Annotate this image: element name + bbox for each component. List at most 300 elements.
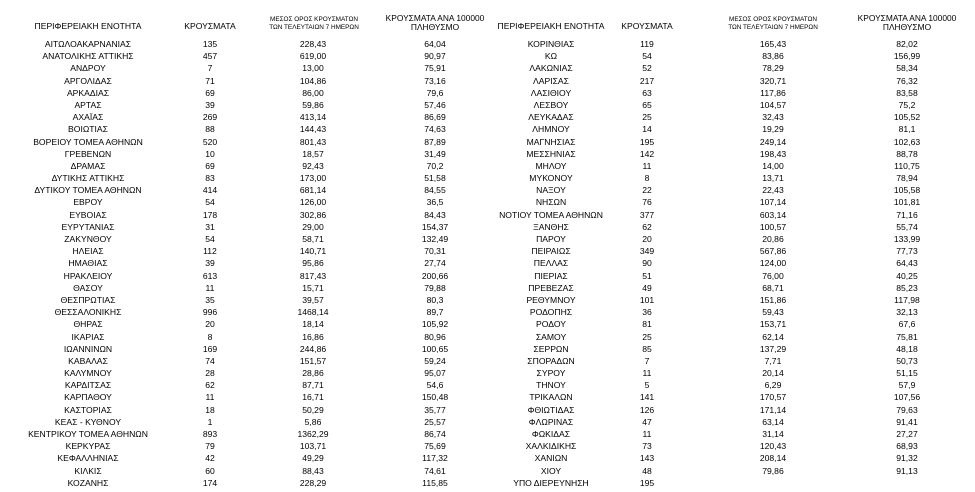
region-cell: ΘΗΡΑΣ bbox=[73, 319, 103, 330]
cases-cell: 69 bbox=[205, 160, 215, 171]
region-cell: ΕΥΒΟΙΑΣ bbox=[69, 209, 107, 220]
region-cell: ΖΑΚΥΝΘΟΥ bbox=[64, 234, 112, 244]
avg7-cell: 78,29 bbox=[762, 63, 784, 74]
per100k-cell: 74,63 bbox=[424, 124, 446, 135]
cases-cell: 135 bbox=[202, 39, 218, 49]
per100k-cell: 80,96 bbox=[424, 331, 446, 342]
avg7-cell: 249,14 bbox=[759, 136, 787, 147]
avg7-cell: 107,14 bbox=[759, 197, 787, 208]
per100k-cell: 154,37 bbox=[421, 221, 449, 232]
avg7-cell: 7,71 bbox=[764, 355, 782, 366]
cases-cell: 62 bbox=[642, 221, 652, 232]
header-per100k bbox=[846, 14, 968, 38]
avg7-cell: 320,71 bbox=[759, 75, 787, 86]
cases-cell: 51 bbox=[642, 270, 652, 281]
cases-cell: 81 bbox=[642, 319, 652, 330]
per100k-cell: 75,2 bbox=[898, 99, 916, 110]
per100k-cell: 117,32 bbox=[422, 453, 448, 464]
region-cell: ΛΗΜΝΟΥ bbox=[532, 124, 570, 135]
cases-cell: 893 bbox=[202, 429, 218, 439]
avg7-cell: 59,43 bbox=[762, 307, 784, 318]
per100k-cell: 107,56 bbox=[893, 392, 921, 403]
region-cell: ΒΟΡΕΙΟΥ ΤΟΜΕΑ ΑΘΗΝΩΝ bbox=[33, 136, 143, 147]
table-row bbox=[488, 282, 975, 294]
region-cell: ΑΡΚΑΔΙΑΣ bbox=[66, 87, 110, 98]
region-cell: ΜΕΣΣΗΝΙΑΣ bbox=[526, 148, 576, 159]
table-row bbox=[0, 172, 490, 184]
avg7-cell: 198,43 bbox=[759, 148, 787, 159]
region-cell: ΘΕΣΠΡΩΤΙΑΣ bbox=[60, 294, 116, 305]
table-row bbox=[0, 391, 490, 403]
per100k-cell: 85,23 bbox=[896, 282, 918, 293]
per100k-cell: 100,65 bbox=[421, 343, 449, 354]
cases-cell: 11 bbox=[642, 368, 652, 379]
per100k-cell: 89,7 bbox=[426, 307, 444, 318]
cases-cell: 174 bbox=[202, 477, 218, 488]
cases-cell: 126 bbox=[639, 404, 655, 415]
avg7-cell: 100,57 bbox=[759, 221, 787, 232]
per100k-cell: 132,49 bbox=[421, 234, 449, 244]
per100k-cell: 84,43 bbox=[424, 209, 446, 220]
cases-cell: 49 bbox=[642, 282, 652, 293]
cases-cell: 52 bbox=[642, 63, 652, 74]
table-row bbox=[488, 209, 975, 221]
avg7-cell: 103,71 bbox=[299, 441, 327, 452]
cases-cell: 88 bbox=[205, 124, 215, 135]
cases-cell: 28 bbox=[205, 368, 215, 379]
avg7-cell: 567,86 bbox=[759, 246, 787, 257]
region-cell: ΗΛΕΙΑΣ bbox=[72, 246, 104, 257]
table-row bbox=[0, 75, 490, 87]
table-row bbox=[488, 465, 975, 477]
region-cell: ΝΑΞΟΥ bbox=[536, 185, 566, 196]
per100k-cell: 35,77 bbox=[424, 404, 446, 415]
cases-cell: 73 bbox=[642, 441, 652, 452]
avg7-cell: 19,29 bbox=[762, 124, 784, 135]
avg7-cell: 1468,14 bbox=[297, 307, 329, 318]
avg7-cell: 18,57 bbox=[302, 148, 324, 159]
avg7-cell: 50,29 bbox=[302, 404, 324, 415]
region-cell: ΦΛΩΡΙΝΑΣ bbox=[528, 416, 574, 427]
header-avg7-line1: ΜΕΣΟΣ ΟΡΟΣ ΚΡΟΥΣΜΑΤΩΝ bbox=[270, 16, 358, 23]
per100k-cell: 27,74 bbox=[424, 258, 446, 269]
table-row bbox=[0, 87, 490, 99]
table-row bbox=[488, 233, 975, 245]
table-row bbox=[488, 136, 975, 148]
header-per100k bbox=[380, 14, 490, 38]
per100k-cell: 67,6 bbox=[898, 319, 916, 330]
region-cell: ΤΡΙΚΑΛΩΝ bbox=[529, 392, 573, 403]
cases-cell: 996 bbox=[202, 307, 218, 318]
table-row bbox=[488, 50, 975, 62]
per100k-cell: 101,81 bbox=[893, 197, 921, 208]
avg7-cell: 171,14 bbox=[759, 404, 787, 415]
table-row bbox=[488, 440, 975, 452]
cases-cell: 169 bbox=[202, 343, 218, 354]
table-header bbox=[0, 12, 490, 36]
avg7-cell: 6,29 bbox=[764, 380, 782, 391]
region-cell: ΛΑΡΙΣΑΣ bbox=[533, 75, 569, 86]
table-row bbox=[488, 428, 975, 440]
region-cell: ΛΕΣΒΟΥ bbox=[533, 99, 569, 110]
table-row bbox=[488, 75, 975, 87]
table-row bbox=[488, 355, 975, 367]
cases-cell: 83 bbox=[205, 173, 215, 184]
per100k-cell: 25,57 bbox=[424, 416, 446, 427]
cases-cell: 8 bbox=[644, 173, 650, 184]
table-row bbox=[0, 270, 490, 282]
header-cases: ΚΡΟΥΣΜΑΤΑ bbox=[621, 21, 673, 31]
avg7-cell: 151,86 bbox=[759, 294, 787, 305]
avg7-cell: 173,00 bbox=[299, 173, 327, 184]
avg7-cell: 62,14 bbox=[762, 331, 784, 342]
region-cell: ΑΧΑΪΑΣ bbox=[72, 112, 104, 123]
region-cell: ΑΝΑΤΟΛΙΚΗΣ ΑΤΤΙΚΗΣ bbox=[42, 51, 134, 62]
table-row bbox=[488, 452, 975, 464]
region-cell: ΒΟΙΩΤΙΑΣ bbox=[68, 124, 108, 135]
table-row bbox=[0, 282, 490, 294]
region-cell: ΚΑΒΑΛΑΣ bbox=[68, 355, 108, 366]
cases-cell: 141 bbox=[639, 392, 655, 403]
header-per100k-line2: ΠΛΗΘΥΣΜΟ bbox=[410, 22, 460, 32]
region-cell: ΚΟΖΑΝΗΣ bbox=[67, 477, 109, 488]
per100k-cell: 86,74 bbox=[424, 429, 446, 439]
cases-cell: 42 bbox=[205, 453, 215, 464]
cases-cell: 11 bbox=[642, 429, 652, 439]
avg7-cell: 88,43 bbox=[302, 465, 324, 476]
per100k-cell: 86,69 bbox=[424, 112, 446, 123]
region-cell: ΧΑΝΙΩΝ bbox=[534, 453, 568, 464]
table-row bbox=[0, 440, 490, 452]
table-row bbox=[0, 111, 490, 123]
header-avg7-line2: ΤΩΝ ΤΕΛΕΥΤΑΙΩΝ 7 ΗΜΕΡΩΝ bbox=[728, 24, 818, 31]
cases-cell: 349 bbox=[639, 246, 655, 257]
cases-cell: 54 bbox=[205, 234, 215, 244]
region-cell: ΠΕΛΛΑΣ bbox=[533, 258, 569, 269]
table-row bbox=[488, 62, 975, 74]
cases-cell: 14 bbox=[642, 124, 652, 135]
per100k-cell: 91,13 bbox=[896, 465, 918, 476]
cases-cell: 142 bbox=[639, 148, 655, 159]
table-row bbox=[488, 257, 975, 269]
table-row bbox=[0, 123, 490, 135]
table-row bbox=[0, 136, 490, 148]
table-body bbox=[0, 38, 490, 489]
region-cell: ΚΙΛΚΙΣ bbox=[74, 465, 102, 476]
avg7-cell: 208,14 bbox=[759, 453, 787, 464]
table-row bbox=[0, 416, 490, 428]
table-row bbox=[0, 160, 490, 172]
header-per100k-line2: ΠΛΗΘΥΣΜΟ bbox=[882, 22, 932, 32]
region-cell: ΝΗΣΩΝ bbox=[535, 197, 567, 208]
region-cell: ΓΡΕΒΕΝΩΝ bbox=[64, 148, 112, 159]
header-region: ΠΕΡΙΦΕΡΕΙΑΚΗ ΕΝΟΤΗΤΑ bbox=[34, 21, 142, 31]
region-cell: ΚΑΛΥΜΝΟΥ bbox=[64, 368, 112, 379]
table-row bbox=[488, 38, 975, 50]
per100k-cell: 51,15 bbox=[896, 368, 918, 379]
cases-cell: 54 bbox=[205, 197, 215, 208]
cases-cell: 25 bbox=[642, 112, 652, 123]
cases-cell: 69 bbox=[205, 87, 215, 98]
per100k-cell: 115,85 bbox=[422, 477, 448, 488]
table-row bbox=[0, 477, 490, 489]
per100k-cell: 105,92 bbox=[421, 319, 449, 330]
region-cell: ΚΩ bbox=[544, 51, 558, 62]
per100k-cell: 55,74 bbox=[896, 221, 918, 232]
avg7-cell: 28,86 bbox=[302, 368, 324, 379]
avg7-cell: 228,43 bbox=[299, 39, 327, 49]
avg7-cell: 124,00 bbox=[759, 258, 787, 269]
per100k-cell: 105,52 bbox=[893, 112, 921, 123]
per100k-cell: 68,93 bbox=[896, 441, 918, 452]
cases-cell: 11 bbox=[642, 160, 652, 171]
region-cell: ΚΕΦΑΛΛΗΝΙΑΣ bbox=[57, 453, 119, 464]
table-row bbox=[0, 38, 490, 50]
header-per100k-line1: ΚΡΟΥΣΜΑΤΑ ΑΝΑ 100000 bbox=[385, 13, 485, 23]
per100k-cell: 117,98 bbox=[894, 294, 920, 305]
avg7-cell: 59,86 bbox=[302, 99, 324, 110]
cases-cell: 47 bbox=[642, 416, 652, 427]
avg7-cell: 1362,29 bbox=[297, 429, 329, 439]
avg7-cell: 79,86 bbox=[762, 465, 784, 476]
per100k-cell: 31,49 bbox=[424, 148, 446, 159]
table-row bbox=[488, 306, 975, 318]
region-cell: ΕΥΡΥΤΑΝΙΑΣ bbox=[61, 221, 115, 232]
table-row bbox=[488, 379, 975, 391]
region-cell: ΚΕΝΤΡΙΚΟΥ ΤΟΜΕΑ ΑΘΗΝΩΝ bbox=[28, 429, 148, 439]
cases-cell: 54 bbox=[642, 51, 652, 62]
avg7-cell: 18,14 bbox=[302, 319, 324, 330]
per100k-cell: 57,46 bbox=[424, 99, 446, 110]
table-row bbox=[0, 355, 490, 367]
cases-cell: 74 bbox=[205, 355, 215, 366]
per100k-cell: 36,5 bbox=[426, 197, 444, 208]
header-avg7-line1: ΜΕΣΟΣ ΟΡΟΣ ΚΡΟΥΣΜΑΤΩΝ bbox=[729, 16, 817, 23]
cases-cell: 65 bbox=[642, 99, 652, 110]
region-cell: ΗΜΑΘΙΑΣ bbox=[68, 258, 108, 269]
cases-cell: 178 bbox=[202, 209, 218, 220]
region-cell: ΦΩΚΙΔΑΣ bbox=[531, 429, 571, 439]
avg7-cell: 86,00 bbox=[302, 87, 324, 98]
cases-cell: 377 bbox=[639, 209, 655, 220]
table-row bbox=[0, 343, 490, 355]
per100k-cell: 54,6 bbox=[426, 380, 444, 391]
cases-cell: 195 bbox=[639, 136, 655, 147]
cases-cell: 7 bbox=[644, 355, 650, 366]
avg7-cell: 104,86 bbox=[299, 75, 327, 86]
avg7-cell: 76,00 bbox=[762, 270, 784, 281]
avg7-cell: 151,57 bbox=[299, 355, 327, 366]
region-cell: ΔΡΑΜΑΣ bbox=[70, 160, 106, 171]
per100k-cell: 110,75 bbox=[894, 160, 920, 171]
cases-cell: 217 bbox=[639, 75, 655, 86]
cases-cell: 457 bbox=[202, 51, 218, 62]
table-row bbox=[0, 257, 490, 269]
per100k-cell: 91,32 bbox=[896, 453, 918, 464]
cases-cell: 20 bbox=[642, 234, 652, 244]
table-row bbox=[0, 148, 490, 160]
region-cell: ΦΘΙΩΤΙΔΑΣ bbox=[527, 404, 575, 415]
per100k-cell: 58,34 bbox=[896, 63, 918, 74]
avg7-cell: 16,86 bbox=[302, 331, 324, 342]
per100k-cell: 95,07 bbox=[424, 368, 446, 379]
cases-cell: 22 bbox=[642, 185, 652, 196]
avg7-cell: 32,43 bbox=[762, 112, 784, 123]
avg7-cell: 140,71 bbox=[299, 246, 327, 257]
table-row bbox=[488, 123, 975, 135]
cases-cell: 8 bbox=[207, 331, 213, 342]
avg7-cell: 15,71 bbox=[302, 282, 324, 293]
per100k-cell: 32,13 bbox=[896, 307, 918, 318]
region-cell: ΑΡΓΟΛΙΔΑΣ bbox=[64, 75, 112, 86]
avg7-cell: 68,71 bbox=[762, 282, 784, 293]
avg7-cell: 801,43 bbox=[299, 136, 327, 147]
table-row bbox=[488, 87, 975, 99]
table-row bbox=[488, 477, 975, 489]
cases-cell: 7 bbox=[207, 63, 213, 74]
table-row bbox=[488, 160, 975, 172]
cases-cell: 414 bbox=[202, 185, 218, 196]
avg7-cell: 120,43 bbox=[759, 441, 787, 452]
region-cell: ΧΙΟΥ bbox=[540, 465, 562, 476]
per100k-cell: 57,9 bbox=[898, 380, 916, 391]
per100k-cell: 70,31 bbox=[424, 246, 446, 257]
table-row bbox=[488, 343, 975, 355]
cases-cell: 76 bbox=[642, 197, 652, 208]
cases-cell: 112 bbox=[203, 246, 217, 257]
cases-cell: 195 bbox=[639, 477, 655, 488]
table-row bbox=[0, 404, 490, 416]
avg7-cell: 153,71 bbox=[759, 319, 787, 330]
header-region: ΠΕΡΙΦΕΡΕΙΑΚΗ ΕΝΟΤΗΤΑ bbox=[497, 21, 605, 31]
table-row bbox=[0, 428, 490, 440]
avg7-cell: 170,57 bbox=[759, 392, 787, 403]
table-row bbox=[0, 245, 490, 257]
region-cell: ΕΒΡΟΥ bbox=[73, 197, 103, 208]
table-row bbox=[0, 99, 490, 111]
region-cell: ΠΕΙΡΑΙΩΣ bbox=[531, 246, 571, 257]
table-row bbox=[0, 379, 490, 391]
per100k-cell: 81,1 bbox=[898, 124, 916, 135]
cases-cell: 520 bbox=[202, 136, 218, 147]
region-cell: ΚΕΑΣ - ΚΥΘΝΟΥ bbox=[54, 416, 122, 427]
cases-cell: 62 bbox=[205, 380, 215, 391]
cases-table-right bbox=[488, 12, 975, 492]
per100k-cell: 79,88 bbox=[424, 282, 446, 293]
per100k-cell: 75,91 bbox=[424, 63, 446, 74]
per100k-cell: 79,6 bbox=[426, 87, 444, 98]
table-row bbox=[488, 367, 975, 379]
table-row bbox=[0, 306, 490, 318]
region-cell: ΚΑΡΠΑΘΟΥ bbox=[64, 392, 112, 403]
region-cell: ΣΠΟΡΑΔΩΝ bbox=[527, 355, 575, 366]
region-cell: ΜΥΚΟΝΟΥ bbox=[529, 173, 573, 184]
region-cell: ΑΝΔΡΟΥ bbox=[70, 63, 106, 74]
per100k-cell: 156,99 bbox=[893, 51, 921, 62]
table-row bbox=[488, 184, 975, 196]
cases-cell: 1 bbox=[207, 416, 213, 427]
cases-cell: 36 bbox=[642, 307, 652, 318]
avg7-cell: 126,00 bbox=[299, 197, 327, 208]
avg7-cell: 413,14 bbox=[299, 112, 327, 123]
region-cell: ΑΙΤΩΛΟΑΚΑΡΝΑΝΙΑΣ bbox=[44, 39, 132, 49]
avg7-cell: 49,29 bbox=[302, 453, 324, 464]
avg7-cell: 137,29 bbox=[759, 343, 787, 354]
table-row bbox=[0, 331, 490, 343]
table-row bbox=[0, 233, 490, 245]
per100k-cell: 87,89 bbox=[424, 136, 446, 147]
per100k-cell: 90,97 bbox=[424, 51, 446, 62]
cases-cell: 5 bbox=[644, 380, 650, 391]
cases-cell: 25 bbox=[642, 331, 652, 342]
table-row bbox=[488, 270, 975, 282]
per100k-cell: 79,63 bbox=[896, 404, 918, 415]
cases-cell: 11 bbox=[205, 392, 215, 403]
region-cell: ΧΑΛΚΙΔΙΚΗΣ bbox=[525, 441, 577, 452]
cases-cell: 613 bbox=[202, 270, 218, 281]
avg7-cell: 29,00 bbox=[302, 221, 324, 232]
table-row bbox=[488, 245, 975, 257]
table-header bbox=[488, 12, 975, 36]
cases-cell: 119 bbox=[640, 39, 654, 49]
region-cell: ΙΩΑΝΝΙΝΩΝ bbox=[63, 343, 113, 354]
avg7-cell: 58,71 bbox=[302, 234, 324, 244]
header-per100k-line1: ΚΡΟΥΣΜΑΤΑ ΑΝΑ 100000 bbox=[857, 13, 957, 23]
table-row bbox=[0, 465, 490, 477]
table-row bbox=[488, 318, 975, 330]
table-row bbox=[0, 318, 490, 330]
per100k-cell: 76,32 bbox=[896, 75, 918, 86]
table-row bbox=[488, 391, 975, 403]
header-avg7 bbox=[718, 16, 828, 40]
table-row bbox=[0, 62, 490, 74]
per100k-cell: 84,55 bbox=[424, 185, 446, 196]
region-cell: ΜΗΛΟΥ bbox=[535, 160, 567, 171]
header-cases: ΚΡΟΥΣΜΑΤΑ bbox=[184, 21, 236, 31]
avg7-cell: 20,86 bbox=[762, 234, 784, 244]
cases-cell: 39 bbox=[205, 258, 215, 269]
cases-cell: 85 bbox=[642, 343, 652, 354]
region-cell: ΚΟΡΙΝΘΙΑΣ bbox=[527, 39, 575, 49]
per100k-cell: 73,16 bbox=[424, 75, 446, 86]
region-cell: ΔΥΤΙΚΟΥ ΤΟΜΕΑ ΑΘΗΝΩΝ bbox=[34, 185, 142, 196]
per100k-cell: 88,78 bbox=[896, 148, 918, 159]
cases-cell: 39 bbox=[205, 99, 215, 110]
table-row bbox=[0, 452, 490, 464]
avg7-cell: 244,86 bbox=[299, 343, 327, 354]
region-cell: ΥΠΟ ΔΙΕΡΕΥΝΗΣΗ bbox=[513, 477, 589, 488]
avg7-cell: 39,57 bbox=[302, 294, 324, 305]
per100k-cell: 64,43 bbox=[896, 258, 918, 269]
header-avg7 bbox=[262, 16, 366, 40]
per100k-cell: 102,63 bbox=[893, 136, 921, 147]
per100k-cell: 74,61 bbox=[424, 465, 446, 476]
per100k-cell: 71,16 bbox=[896, 209, 918, 220]
avg7-cell: 619,00 bbox=[299, 51, 327, 62]
avg7-cell: 20,14 bbox=[762, 368, 784, 379]
avg7-cell: 22,43 bbox=[762, 185, 784, 196]
per100k-cell: 75,81 bbox=[896, 331, 918, 342]
table-row bbox=[0, 209, 490, 221]
per100k-cell: 91,41 bbox=[896, 416, 918, 427]
avg7-cell: 13,00 bbox=[302, 63, 324, 74]
region-cell: ΛΑΚΩΝΙΑΣ bbox=[529, 63, 573, 74]
avg7-cell: 144,43 bbox=[299, 124, 327, 135]
avg7-cell: 63,14 bbox=[762, 416, 784, 427]
per100k-cell: 150,48 bbox=[421, 392, 449, 403]
table-body bbox=[488, 38, 975, 489]
avg7-cell: 95,86 bbox=[302, 258, 324, 269]
